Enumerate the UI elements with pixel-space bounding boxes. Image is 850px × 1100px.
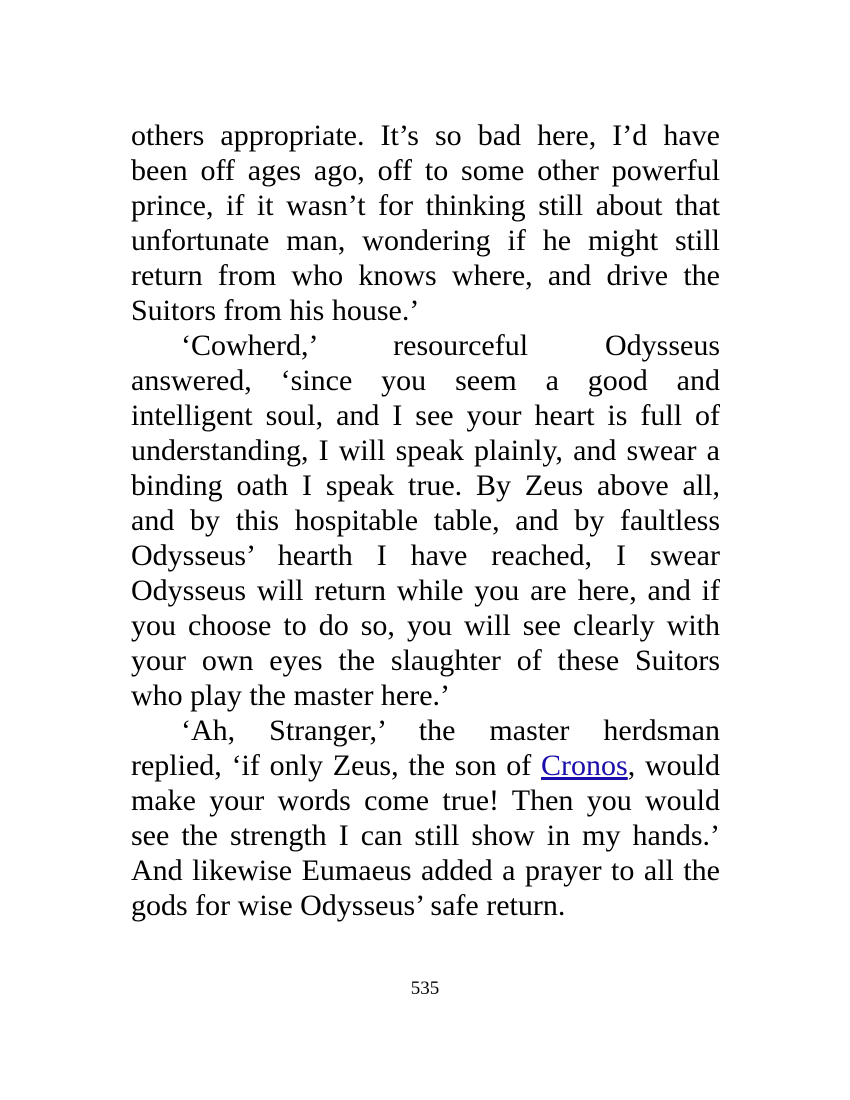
- link-line-before: replied, ‘if only Zeus, the son of: [131, 749, 542, 782]
- paragraph-end-line: Suitors from his house.’: [131, 294, 420, 327]
- text-line: Odysseus’ hearth I have reached, I swear: [131, 539, 720, 572]
- page-body: [131, 118, 720, 923]
- paragraph-end-line: gods for wise Odysseus’ safe return.: [131, 889, 566, 922]
- text-line: intelligent soul, and I see your heart is full of: [131, 399, 720, 432]
- text-line: answered, ‘since you seem a good and: [131, 364, 720, 397]
- text-line: others appropriate. It’s so bad here, I’d have: [131, 119, 720, 152]
- paragraph-end-line: who play the master here.’: [131, 679, 451, 712]
- paragraph-start-line: ‘Ah, Stranger,’ the master herdsman: [181, 714, 720, 747]
- text-line-with-link: [131, 748, 720, 783]
- text-line: binding oath I speak true. By Zeus above all,: [131, 469, 720, 502]
- text-line: And likewise Eumaeus added a prayer to all the: [131, 854, 720, 887]
- cronos-link[interactable]: Cronos: [541, 749, 628, 782]
- text-line: see the strength I can still show in my hands.’: [131, 819, 720, 852]
- paragraph-start-line: ‘Cowherd,’ resourceful Odysseus: [181, 329, 720, 362]
- text-line: make your words come true! Then you would: [131, 784, 720, 817]
- text-line: understanding, I will speak plainly, and swear a: [131, 434, 720, 467]
- text-line: your own eyes the slaughter of these Suitors: [131, 644, 720, 677]
- link-line-after: , would: [627, 749, 720, 782]
- text-line: you choose to do so, you will see clearly with: [131, 609, 720, 642]
- page-number: 535: [410, 978, 440, 999]
- text-line: Odysseus will return while you are here, and if: [131, 574, 720, 607]
- text-line: been off ages ago, off to some other powerful: [131, 154, 720, 187]
- text-line: and by this hospitable table, and by faultless: [131, 504, 720, 537]
- text-line: return from who knows where, and drive the: [131, 259, 720, 292]
- text-line: unfortunate man, wondering if he might still: [131, 224, 720, 257]
- text-line: prince, if it wasn’t for thinking still about that: [131, 189, 720, 222]
